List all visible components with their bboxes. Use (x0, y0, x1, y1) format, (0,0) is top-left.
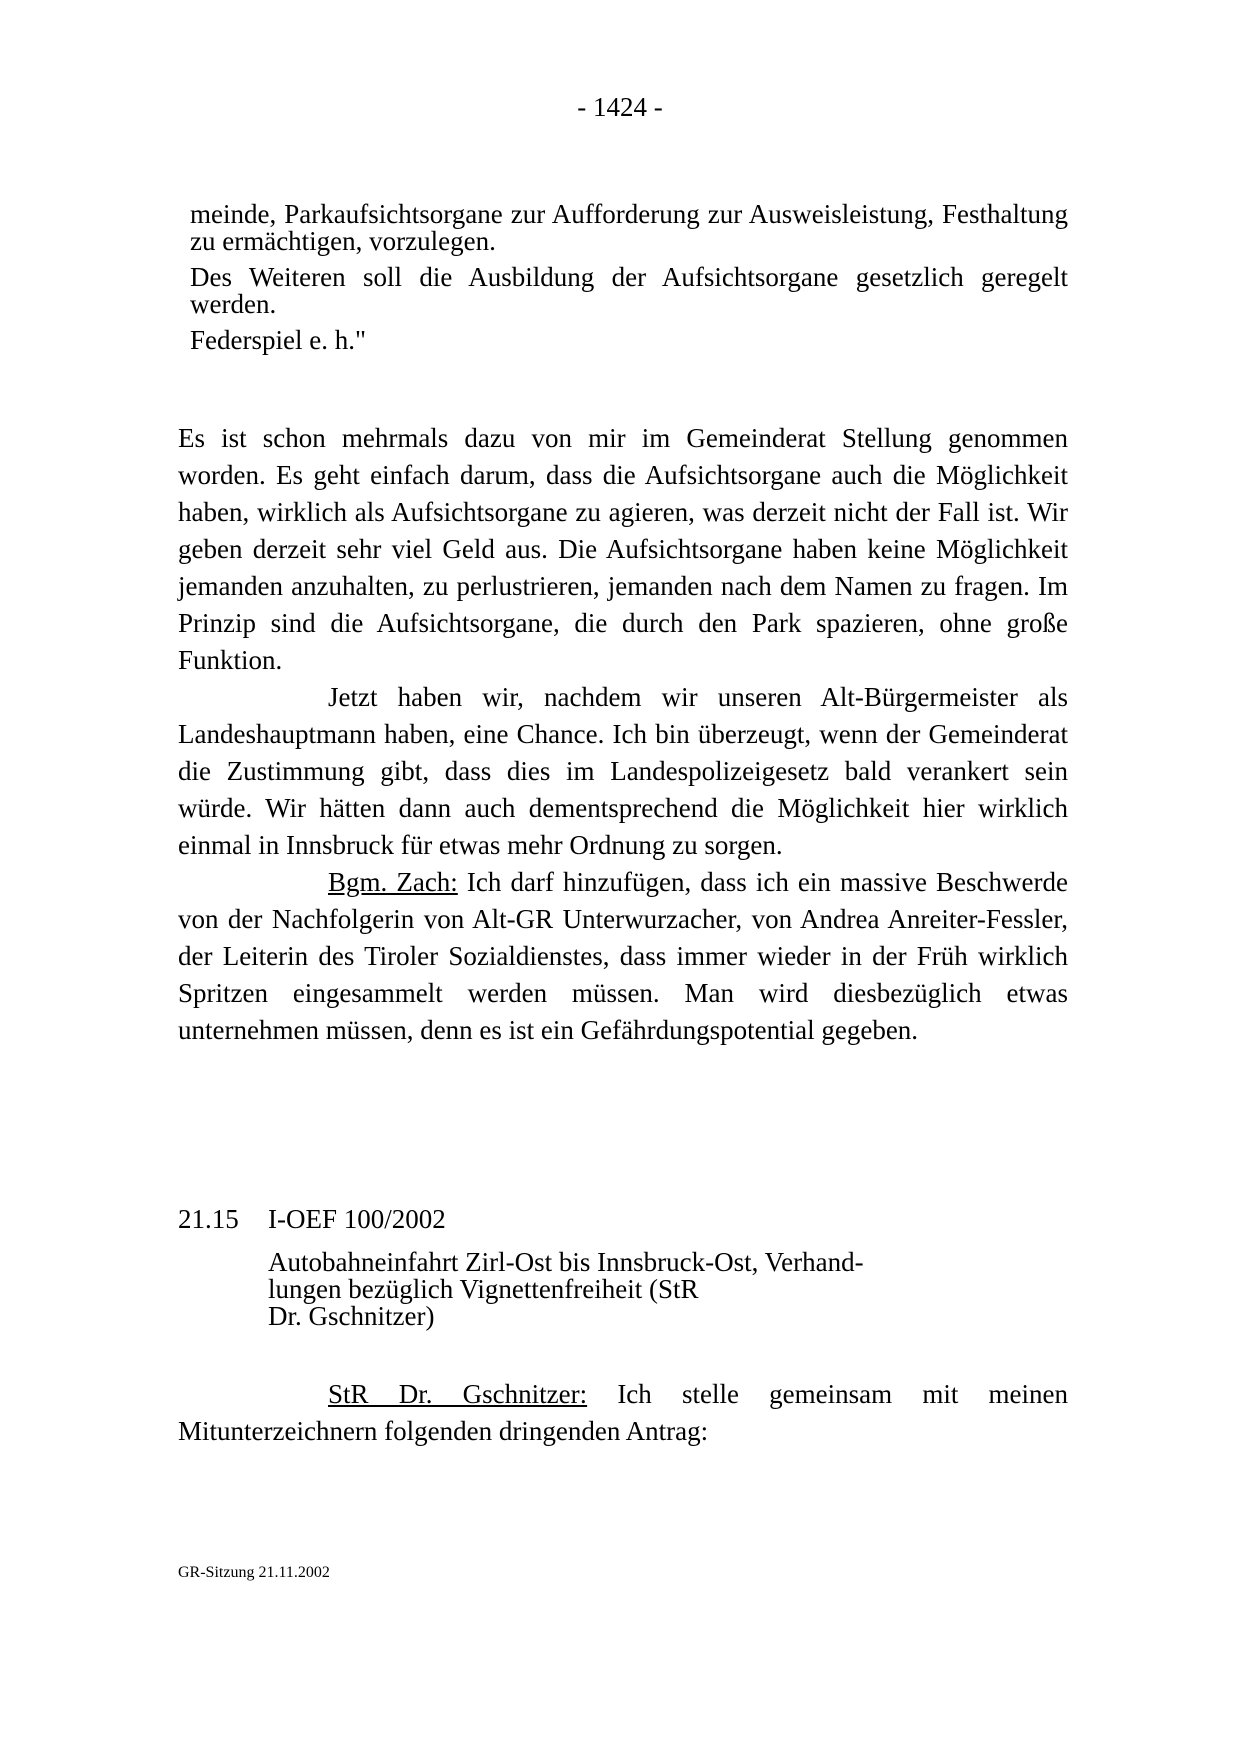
footer-session-date: GR-Sitzung 21.11.2002 (178, 1564, 330, 1581)
agenda-item-number: 21.15 (178, 1204, 239, 1234)
body-text (178, 420, 1068, 1049)
agenda-item-title (268, 1249, 948, 1330)
agenda-title-line: Autobahneinfahrt Zirl-Ost bis Innsbruck-Ost, Verhand- (268, 1247, 864, 1277)
quote-signature: Federspiel e. h." (190, 325, 366, 355)
quoted-motion-text (190, 201, 1068, 363)
speaker-name: Bgm. Zach: (328, 867, 458, 897)
agenda-title-line: lungen bezüglich Vignettenfreiheit (StR (268, 1274, 699, 1304)
speaker-statement: Ich darf hinzufügen, dass ich ein massive Beschwerde von der Nachfolgerin von Alt-GR Unterwurzacher, von Andrea Anreiter-Fessler, der Leiterin des Tiroler Sozialdienstes, dass immer wieder in der Früh wirklich Spritzen eingesammelt werden müssen. Man wird diesbezüglich etwas unternehmen müssen, denn es ist ein Gefährdungspotential gegeben. (178, 867, 1068, 1045)
body-paragraph-speaker (178, 864, 1068, 1049)
agenda-item-header (178, 1204, 446, 1235)
quote-paragraph: meinde, Parkaufsichtsorgane zur Aufforderung zur Ausweisleistung, Festhaltung zu ermächtigen, vorzulegen. (190, 199, 1068, 256)
motion-paragraph (178, 1376, 1068, 1450)
motion-statement (178, 1376, 1068, 1450)
agenda-item-reference: I-OEF 100/2002 (268, 1204, 446, 1234)
speaker-statement: Ich stelle gemeinsam mit meinen Mitunterzeichnern folgenden dringenden Antrag: (178, 1379, 1068, 1446)
agenda-title-line: Dr. Gschnitzer) (268, 1301, 435, 1331)
page-number: - 1424 - (577, 92, 663, 122)
body-paragraph: Jetzt haben wir, nachdem wir unseren Alt-Bürgermeister als Landeshauptmann haben, eine Chance. Ich bin überzeugt, wenn der Gemeinderat die Zustimmung gibt, dass dies im Landespolizeigesetz bald verankert sein würde. Wir hätten dann auch dementsprechend die Möglichkeit hier wirklich einmal in Innsbruck für etwas mehr Ordnung zu sorgen. (178, 682, 1068, 860)
speaker-name: StR Dr. Gschnitzer: (328, 1379, 588, 1409)
quote-paragraph: Des Weiteren soll die Ausbildung der Aufsichtsorgane gesetzlich geregelt werden. (190, 262, 1068, 319)
body-paragraph: Es ist schon mehrmals dazu von mir im Gemeinderat Stellung genommen worden. Es geht einfach darum, dass die Aufsichtsorgane auch die Möglichkeit haben, wirklich als Aufsichtsorgane zu agieren, was derzeit nicht der Fall ist. Wir geben derzeit sehr viel Geld aus. Die Aufsichtsorgane haben keine Möglichkeit jemanden anzuhalten, zu perlustrieren, jemanden nach dem Namen zu fragen. Im Prinzip sind die Aufsichtsorgane, die durch den Park spazieren, ohne große Funktion. (178, 423, 1068, 675)
